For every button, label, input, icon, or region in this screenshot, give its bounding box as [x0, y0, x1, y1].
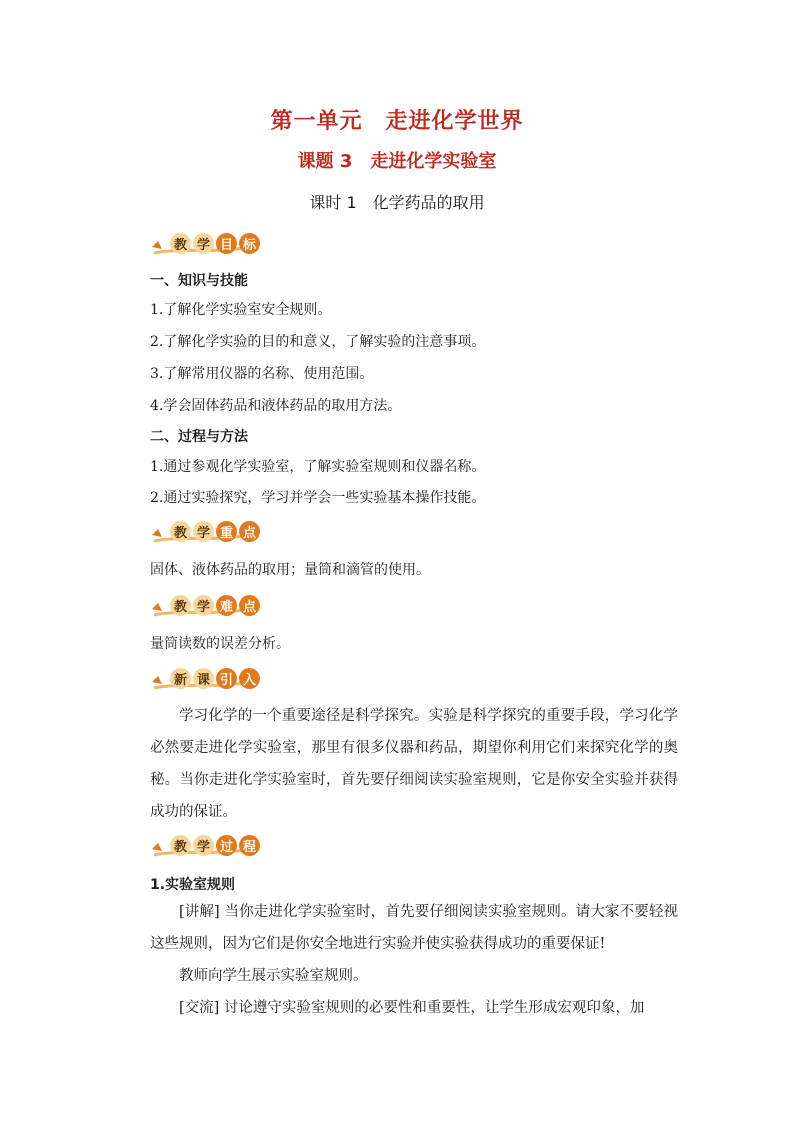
- topic-title: 课题 3 走进化学实验室: [297, 151, 497, 172]
- badge-char: 教: [170, 595, 191, 616]
- discussion-paragraph: [交流] 讨论遵守实验室规则的必要性和重要性，让学生形成宏观印象，加: [179, 1000, 645, 1016]
- badge-char: 学: [193, 233, 214, 254]
- badge-char: 重: [216, 521, 237, 542]
- badge-char: 教: [170, 233, 191, 254]
- introduction-paragraph: 学习化学的一个重要途径是科学探究。实验是科学探究的重要手段，学习化学必然要走进化学实验室，那里有很多仪器和药品，期望你利用它们来探究化学的奥秘。当你走进化学实验室时，首先要仔细阅读实验室规则，它是你安全实验并获得成功的保证。: [150, 708, 678, 820]
- badge-char: 学: [193, 835, 214, 856]
- badge-char: 新: [170, 668, 191, 689]
- badge-char: 点: [239, 595, 260, 616]
- lesson-title: 课时 1 化学药品的取用: [309, 193, 485, 212]
- badge-char: 教: [170, 521, 191, 542]
- badge-char: 课: [193, 668, 214, 689]
- process-method-heading: 二、过程与方法: [150, 429, 248, 445]
- key-points-text: 固体、液体药品的取用；量筒和滴管的使用。: [150, 562, 430, 578]
- objectives-badge: [150, 230, 262, 256]
- unit-title: 第一单元 走进化学世界: [270, 109, 524, 134]
- key-points-badge: [150, 518, 262, 544]
- difficulties-badge: [150, 592, 262, 618]
- badge-char: 入: [239, 668, 260, 689]
- explanation-paragraph: [讲解] 当你走进化学实验室时，首先要仔细阅读实验室规则。请大家不要轻视这些规则，因为它们是你安全地进行实验并使实验获得成功的重要保证!: [150, 904, 678, 952]
- introduction-badge: [150, 665, 262, 691]
- badge-char: 点: [239, 521, 260, 542]
- objective-item: 2.了解化学实验的目的和意义，了解实验的注意事项。: [150, 334, 486, 350]
- badge-char: 难: [216, 595, 237, 616]
- objective-item: 3.了解常用仪器的名称、使用范围。: [150, 366, 374, 382]
- badge-char: 过: [216, 835, 237, 856]
- lab-rules-heading: 1.实验室规则: [150, 877, 236, 893]
- objective-item: 4.学会固体药品和液体药品的取用方法。: [150, 398, 402, 414]
- badge-char: 程: [239, 835, 260, 856]
- badge-char: 学: [193, 595, 214, 616]
- objective-item: 2.通过实验探究，学习并学会一些实验基本操作技能。: [150, 490, 486, 506]
- difficulties-text: 量筒读数的误差分析。: [150, 636, 290, 652]
- objective-item: 1.了解化学实验室安全规则。: [150, 302, 332, 318]
- knowledge-skills-heading: 一、知识与技能: [150, 273, 248, 289]
- process-badge: [150, 832, 262, 858]
- badge-char: 目: [216, 233, 237, 254]
- badge-char: 标: [239, 233, 260, 254]
- badge-char: 学: [193, 521, 214, 542]
- badge-char: 教: [170, 835, 191, 856]
- objective-item: 1.通过参观化学实验室，了解实验室规则和仪器名称。: [150, 459, 486, 475]
- teacher-demo-paragraph: 教师向学生展示实验室规则。: [179, 968, 368, 984]
- badge-char: 引: [216, 668, 237, 689]
